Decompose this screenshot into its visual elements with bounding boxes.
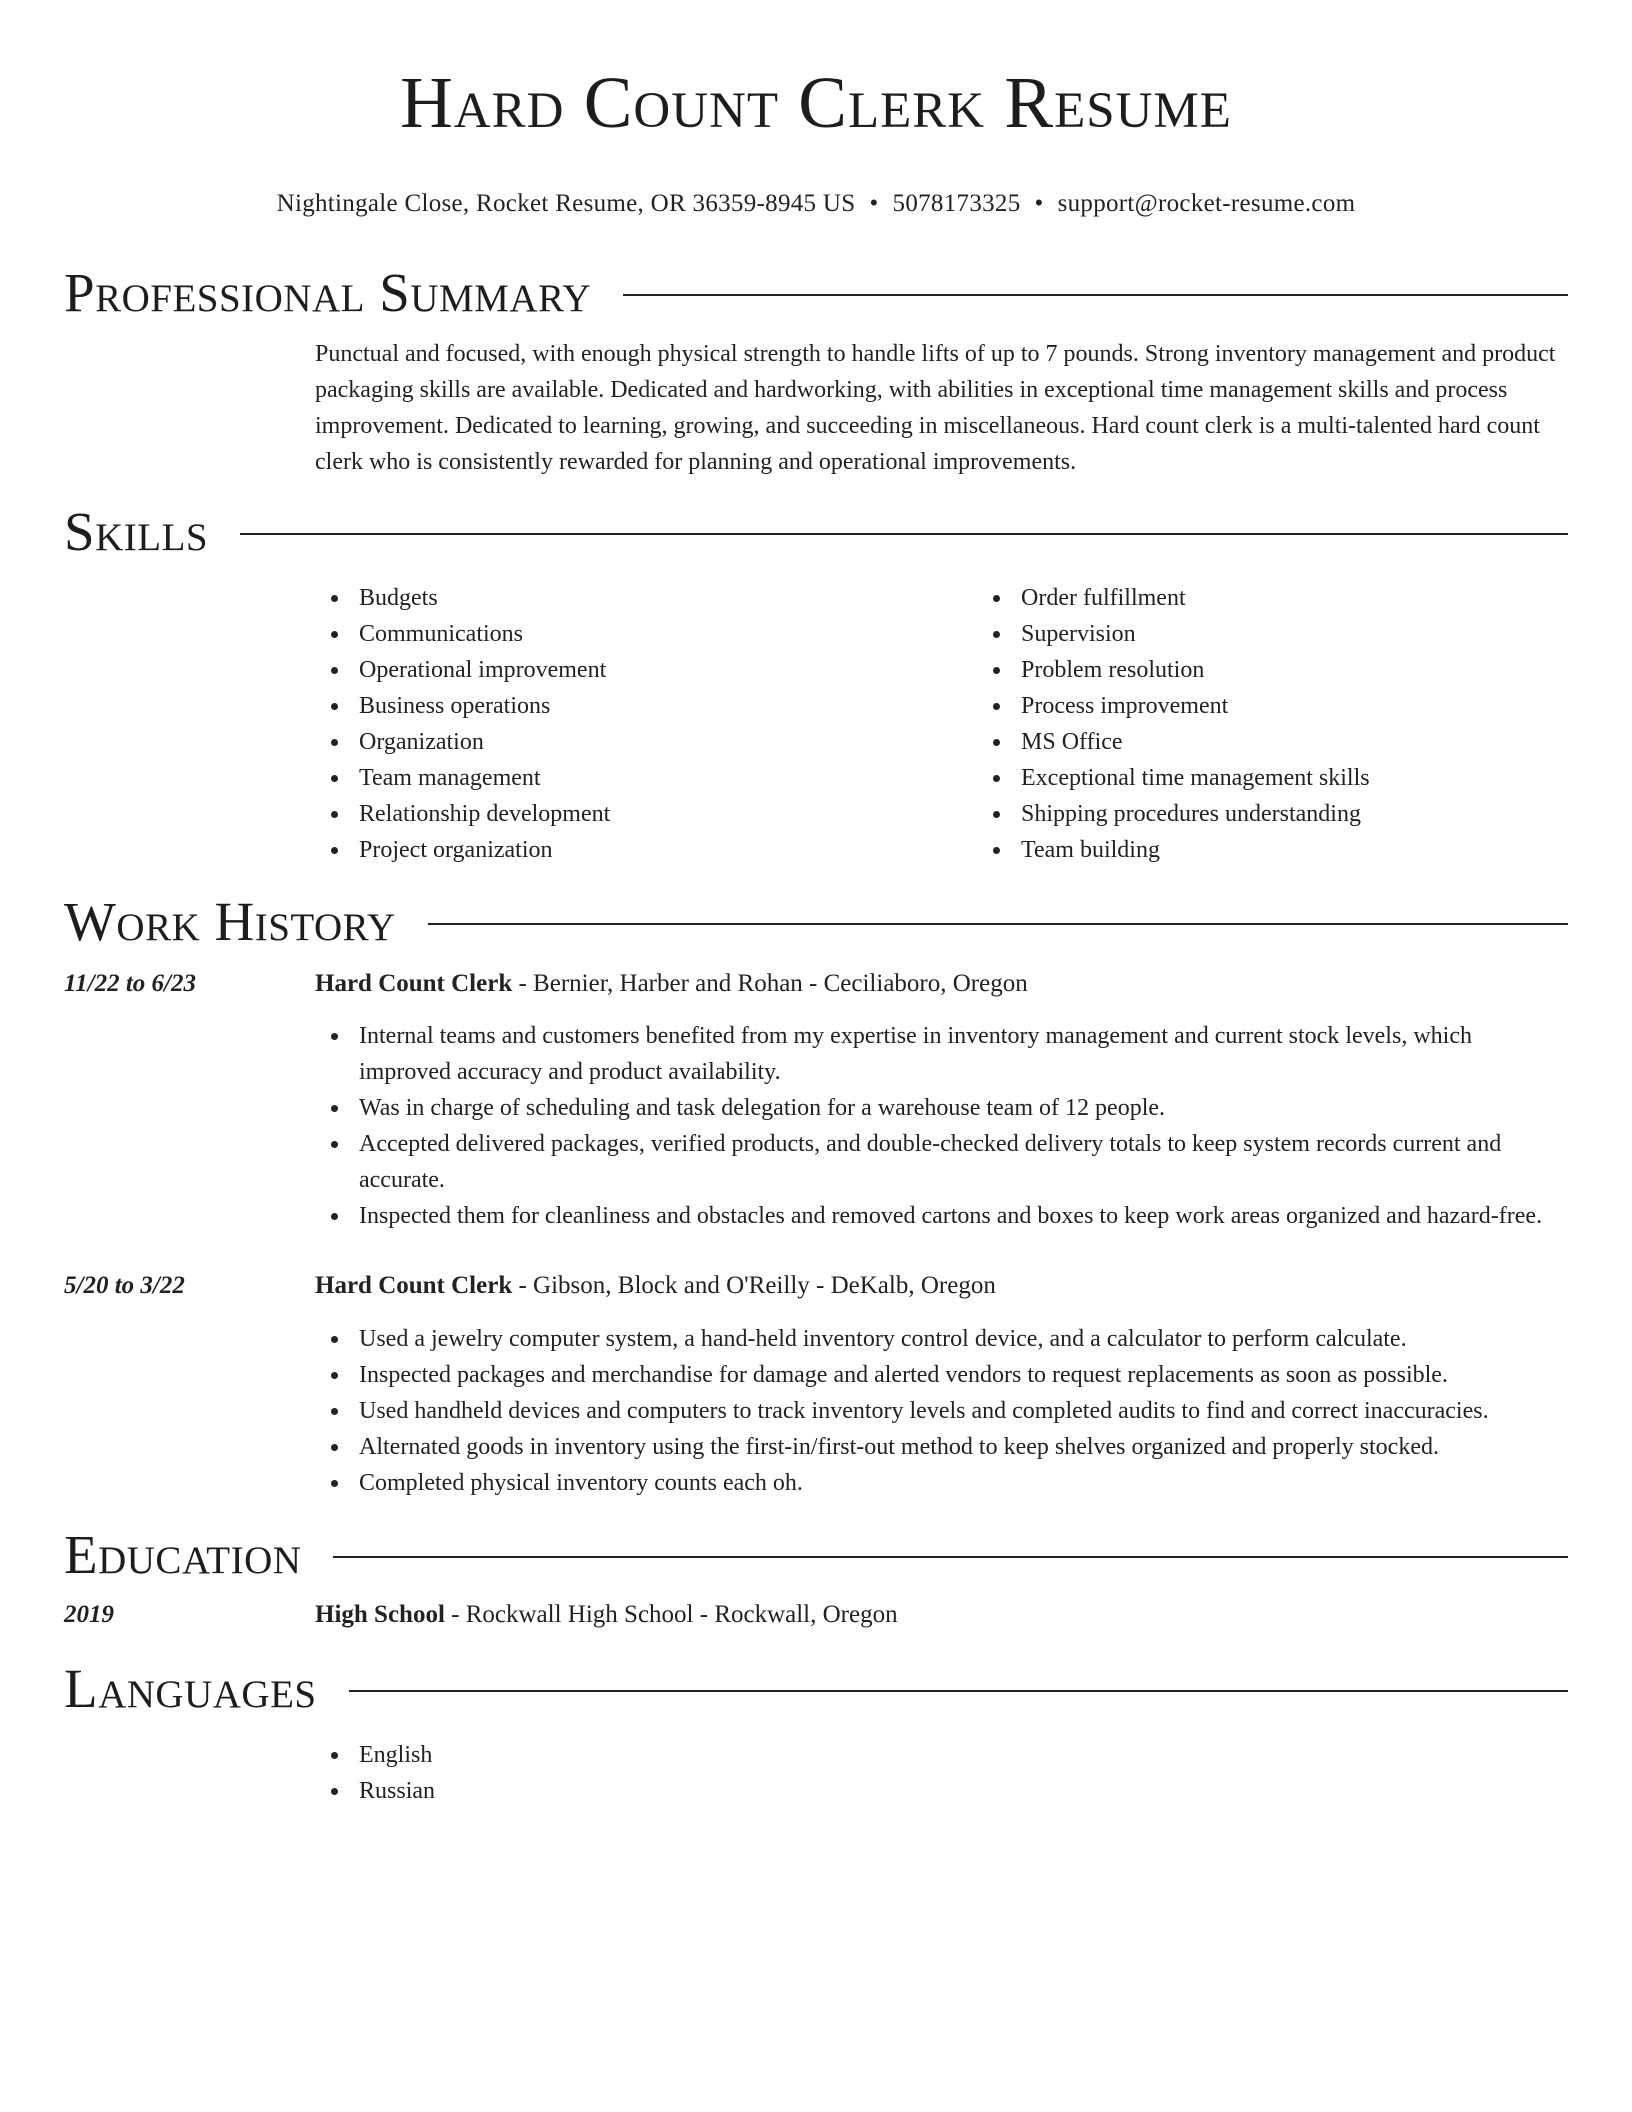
skills-list-left [315,580,977,868]
section-divider [428,923,1568,925]
education-degree: High School [315,1601,445,1628]
contact-line [64,188,1568,220]
skill-item: Operational improvement [359,652,977,688]
section-title: Professional Summary [64,262,592,323]
skill-item: Business operations [359,688,977,724]
job-entry [64,966,1568,1234]
contact-phone: 5078173325 [892,190,1021,217]
resume-title: Hard Count Clerk Resume [400,62,1232,143]
work-history-section [64,892,1568,1501]
job-bullet: Accepted delivered packages, verified products, and double-checked delivery totals to keep system records current and accurate. [359,1126,1568,1198]
job-bullet: Inspected them for cleanliness and obstacles and removed cartons and boxes to keep work areas organized and hazard-free. [359,1198,1568,1234]
job-dates: 11/22 to 6/23 [64,970,196,997]
job-bullet: Alternated goods in inventory using the first-in/first-out method to keep shelves organized and properly stocked. [359,1429,1568,1465]
left-gutter [64,580,315,868]
job-heading [315,966,1568,1002]
contact-separator: • [1034,190,1044,217]
skill-item: Communications [359,616,977,652]
job-bullets [315,1018,1568,1234]
job-bullet: Used a jewelry computer system, a hand-held inventory control device, and a calculator to perform calculate. [359,1321,1568,1357]
section-title: Skills [64,501,209,562]
section-divider [349,1690,1568,1692]
education-header [64,1525,1568,1585]
language-item: English [359,1737,1568,1773]
skills-list-right [977,580,1632,868]
education-school: - Rockwall High School - Rockwall, Oregon [444,1601,898,1628]
skill-item: Project organization [359,832,977,868]
job-employer: - Gibson, Block and O'Reilly - DeKalb, Oregon [512,1272,996,1299]
education-entry [64,1597,1568,1633]
job-title: Hard Count Clerk [315,970,513,997]
left-gutter [64,1737,315,1809]
section-divider [240,533,1568,535]
job-entry [64,1268,1568,1501]
job-bullet: Used handheld devices and computers to track inventory levels and completed audits to find and correct inaccuracies. [359,1393,1568,1429]
job-bullet: Inspected packages and merchandise for damage and alerted vendors to request replacements as soon as possible. [359,1357,1568,1393]
skill-item: Order fulfillment [1021,580,1632,616]
skills-header [64,502,1568,562]
contact-address: Nightingale Close, Rocket Resume, OR 36359-8945 US [276,190,856,217]
skill-item: Problem resolution [1021,652,1632,688]
skill-item: Process improvement [1021,688,1632,724]
contact-separator: • [869,190,879,217]
skills-section [64,502,1568,868]
contact-email: support@rocket-resume.com [1057,190,1356,217]
section-divider [333,1556,1568,1558]
job-bullet: Internal teams and customers benefited from my expertise in inventory management and current stock levels, which improved accuracy and product availability. [359,1018,1568,1090]
left-gutter [64,336,315,480]
languages-header [64,1659,1568,1719]
skill-item: Exceptional time management skills [1021,760,1632,796]
skills-columns [315,580,1632,868]
skill-item: Shipping procedures understanding [1021,796,1632,832]
skill-item: Team management [359,760,977,796]
summary-section [64,263,1568,480]
skill-item: Organization [359,724,977,760]
languages-list [315,1737,1568,1809]
job-heading [315,1268,1568,1304]
job-bullet: Completed physical inventory counts each oh. [359,1465,1568,1501]
languages-section [64,1659,1568,1809]
section-title: Languages [64,1658,317,1719]
skill-item: Team building [1021,832,1632,868]
summary-text: Punctual and focused, with enough physical strength to handle lifts of up to 7 pounds. Strong inventory management and product packaging skills are available. Dedicated and hardworking, with abilities in exceptional time management skills and process improvement. Dedicated to learning, growing, and succeeding in miscellaneous. Hard count clerk is a multi-talented hard count clerk who is consistently rewarded for planning and operational improvements. [315,341,1556,475]
job-title: Hard Count Clerk [315,1272,513,1299]
resume-page [64,0,1568,1809]
work-history-header [64,892,1568,952]
job-dates: 5/20 to 3/22 [64,1272,185,1299]
job-employer: - Bernier, Harber and Rohan - Ceciliaboro, Oregon [512,970,1028,997]
skill-item: MS Office [1021,724,1632,760]
skill-item: Budgets [359,580,977,616]
section-title: Work History [64,891,396,952]
education-section [64,1525,1568,1633]
job-bullet: Was in charge of scheduling and task delegation for a warehouse team of 12 people. [359,1090,1568,1126]
education-year: 2019 [64,1601,114,1628]
section-title: Education [64,1524,302,1585]
skill-item: Supervision [1021,616,1632,652]
language-item: Russian [359,1773,1568,1809]
skill-item: Relationship development [359,796,977,832]
section-divider [623,294,1568,296]
summary-header [64,263,1568,323]
job-bullets [315,1321,1568,1501]
